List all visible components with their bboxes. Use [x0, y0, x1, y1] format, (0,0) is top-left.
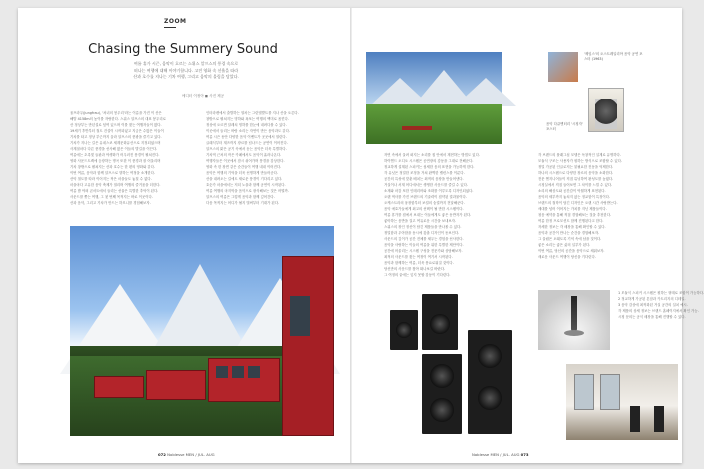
- text-line: 각 유닛은 정밀한 조정을 거쳐 완벽한 밸런스를 이룬다.: [384, 171, 465, 175]
- text-line: 융프라우(Jungfrau), '처녀의 봉우리'라는 이름을 가진 이 산은: [70, 111, 162, 115]
- section-rule: [164, 27, 176, 28]
- train-car: [146, 370, 206, 400]
- text-line: 사운드의 깊이가 공간 전체를 채우는 경험을 선사한다.: [384, 237, 464, 241]
- section-tag: ZOOM: [164, 18, 187, 25]
- poster-caption: '제임스'의 오스트레일리아 음악 공연 포스터 (1963): [584, 52, 643, 61]
- train-car: [208, 358, 280, 402]
- text-line: 영화 속 한 장면 같은 순간들이 여행 내내 이어진다.: [206, 165, 282, 169]
- text-line: 음악 애호가들에게 최고의 선택이 될 만한 시스템이다.: [384, 207, 464, 211]
- text-line: 산악 철도를 따라 이어지는 작은 마을들도 놓칠 수 없다.: [70, 177, 152, 181]
- left-footer: [158, 452, 215, 457]
- text-line: 각 브랜드의 플래그십 모델은 독창적인 설계로 유명하다.: [538, 153, 621, 157]
- text-line: 음악을 사랑하는 이들의 여름을 위한 특별한 제안이다.: [384, 243, 464, 247]
- room-speaker: [630, 406, 640, 432]
- subtitle-line: 떠나는 여행에 대해 이야기합니다. 고전 영화 속 선율을 따라: [133, 67, 239, 73]
- train-car-near: [282, 256, 334, 436]
- text-line: 자세한 정보는 각 매장을 통해 확인할 수 있다.: [538, 225, 606, 229]
- text-line: 알프스의 맑은 공기 속에서 듣는 음악은 더욱 특별하다.: [206, 147, 287, 151]
- text-line: 오랜 역사를 가진 브랜드의 기술력이 집약된 결과물이다.: [384, 195, 467, 199]
- text-line: 정교하게 설계된 스피커는 섬세한 음의 표현을 가능하게 한다.: [384, 165, 475, 169]
- text-line: 거실이나 서재 어디에서든 생생한 사운드를 즐길 수 있다.: [384, 183, 468, 187]
- text-line: 기차를 타고 정상 부근까지 올라 알프스의 풍광을 즐기고 있다.: [70, 135, 162, 139]
- text-line: 최적의 사운드를 찾는 여정이 여기서 시작된다.: [384, 255, 453, 259]
- red-train: [402, 126, 432, 130]
- room-window: [600, 374, 620, 410]
- text-line: 청음 예약을 통해 직접 경험해보는 것을 추천한다.: [538, 213, 612, 217]
- left-page-number: 072: [158, 452, 166, 457]
- living-room-photo: [566, 364, 678, 440]
- speaker-module: [422, 354, 462, 434]
- movie-poster-photo: [548, 52, 578, 82]
- text-line: 음악과 함께하는 여름, 더욱 풍요로워질 것이다.: [384, 261, 454, 265]
- text-line: 소재와 마감 또한 인테리어와 조화를 이루도록 디자인되었다.: [384, 189, 474, 193]
- text-line: 기차 창밖으로 펼쳐지는 산과 호수는 한 편의 영화와 같다.: [70, 165, 156, 169]
- text-line: 소리의 해상도와 공간감이 탁월하게 표현된다.: [538, 189, 606, 193]
- text-line: 정밀 가공된 인클로저는 불필요한 진동을 억제한다.: [538, 165, 614, 169]
- left-magazine-name: Noblesse MEN / JUL. AUG: [167, 452, 215, 457]
- article-headline: Chasing the Summery Sound: [88, 42, 278, 57]
- text-line: 창밖으로 펼쳐지는 빙하와 폭포는 여행의 백미로 꼽힌다.: [206, 117, 289, 121]
- text-line: 기차가 지나는 길은 유네스코 세계문화유산으로 지정되었으며: [70, 141, 161, 145]
- portrait-caption: 음악 다큐멘터리 '시청자' 포스터: [546, 122, 583, 131]
- text-line: 하이엔드 오디오 시스템은 공연장의 감동을 그대로 전해준다.: [384, 159, 474, 163]
- text-line: 이번 여름, 당신의 공간을 음악으로 채워보자.: [538, 249, 605, 253]
- text-line: 오케스트라의 웅장함부터 보컬의 숨결까지 전달해준다.: [384, 201, 465, 205]
- text-line: 이번 여름, 음악과 함께 알프스로 향하는 여정을 소개한다.: [70, 171, 156, 175]
- text-line: 인터라켄에서 출발하는 열차는 그린델발트를 지나 산을 오른다.: [206, 111, 299, 115]
- text-line: 여름 한정 프로모션도 함께 진행된다고 한다.: [538, 219, 604, 223]
- green-meadow: [366, 104, 502, 144]
- train-car: [94, 376, 144, 398]
- tonearm-base: [564, 330, 584, 336]
- magazine-spread: [18, 8, 704, 463]
- text-line: 정상에 오르면 알레치 빙하를 한눈에 내려다볼 수 있다.: [206, 123, 287, 127]
- text-line: 마을마다 고유한 음악 축제가 열리며 여행의 즐거움을 더한다.: [70, 183, 161, 187]
- article-byline: 에디터 이정아 ◼ 사진 제공: [181, 94, 225, 98]
- room-window: [574, 374, 594, 410]
- right-page-number: 073: [520, 452, 529, 457]
- speaker-module: [422, 294, 458, 350]
- text-line: 여행자들은 이곳에서 잠시 쉬어가며 풍경을 감상한다.: [206, 159, 285, 163]
- text-line: 다음 목적지는 어디가 될지 벌써부터 기대가 된다.: [206, 201, 280, 205]
- text-line: 당신만의 사운드를 찾아 떠나보길 바란다.: [384, 267, 446, 271]
- speaker-cone: [478, 344, 502, 368]
- train-window: [216, 366, 228, 378]
- body-column-left-b: [206, 110, 334, 210]
- text-line: 이곳에서 들리는 바람 소리는 자연이 만든 음악과도 같다.: [206, 129, 290, 133]
- text-line: 시청 문의는 공식 매장을 통해 진행할 수 있다.: [618, 315, 686, 319]
- alpine-photo: [366, 52, 502, 144]
- text-line: 정밀함과 우아함을 동시에 갖춘 디자인이 돋보인다.: [384, 231, 460, 235]
- text-line: 19세기 후반부터 철도 건설이 시작되었고 지금은 수많은 이들이: [70, 129, 164, 133]
- article-subtitle: [96, 61, 276, 81]
- speaker-module: [468, 330, 512, 434]
- text-line: 브랜드의 철학이 담긴 디자인은 오랜 시간 사랑받는다.: [538, 201, 618, 205]
- subtitle-line: 산과 호수를 지나는 기차 여행, 그리고 음악의 울림을 담았다.: [133, 74, 239, 79]
- tonearm-detail-photo: [538, 290, 610, 350]
- body-column-right-b: [538, 152, 674, 262]
- speaker-module: [390, 310, 418, 350]
- train-window: [232, 366, 244, 378]
- speaker-cone: [430, 398, 454, 422]
- page-gutter: [350, 8, 352, 463]
- text-line: 해발 4158m의 높이를 자랑한다. 스위스 알프스의 대표 봉우리로: [70, 117, 166, 121]
- text-line: 음악과 공간이 만나는 순간을 경험해보자.: [538, 231, 600, 235]
- text-line: 산 정상부는 만년설로 덮여 있으며 이를 찾는 여행자들이 많다.: [70, 123, 162, 127]
- text-line: 2 정교하게 가공된 톤암과 카트리지의 디테일.: [618, 297, 686, 301]
- portrait-figure: [595, 99, 617, 129]
- portrait-poster-photo: [588, 88, 624, 132]
- text-line: 산을 내려오는 길에도 새로운 풍경이 기다리고 있다.: [206, 177, 283, 181]
- text-line: 모듈식 구조는 사용자가 원하는 방식으로 조합할 수 있다.: [538, 159, 622, 163]
- text-line: 각 제품의 상세 정보는 브랜드 홈페이지에서 확인 가능.: [618, 309, 699, 313]
- text-line: 3 음악 감상에 최적화된 거실 공간의 설치 예시.: [618, 303, 688, 307]
- text-line: 스위스의 장인 정신이 담긴 제품들을 만나볼 수 있다.: [384, 225, 462, 229]
- speaker-cone: [396, 322, 412, 338]
- tonearm-needle: [571, 296, 577, 332]
- text-line: 새로운 사운드 여행이 당신을 기다린다.: [538, 255, 596, 259]
- text-line: 클래식부터 재즈까지 장르를 넘나드는 공연이 이어진다.: [206, 141, 288, 145]
- text-line: 사운드를 쫓는 여행, 그 첫 번째 목적지는 바로 이곳이다.: [70, 195, 153, 199]
- text-line: 전문 엔지니어들이 직접 튜닝하여 완성도를 높였다.: [538, 177, 614, 181]
- text-line: 산과 음악, 그리고 기차가 만드는 하모니를 경험해보자.: [70, 201, 151, 205]
- text-line: 공간에 어울리는 시스템 구성을 전문가와 상담해보자.: [384, 249, 463, 253]
- text-line: 여름에는 초록빛 들판과 야생화가 어우러진 풍경이 펼쳐진다.: [70, 153, 160, 157]
- train-photo: [70, 226, 334, 436]
- text-line: 자연 속에서 울려 퍼지는 소리를 집 안에서 재현하는 방법도 있다.: [384, 153, 480, 157]
- text-line: 좋은 소리는 좋은 삶의 일부가 된다.: [538, 243, 591, 247]
- train-window: [290, 296, 310, 336]
- text-line: 기차역 근처의 작은 카페에서도 음악이 흘러나온다.: [206, 153, 282, 157]
- room-speaker: [654, 406, 664, 432]
- text-line: 여름 시즌 동안 다양한 음악 이벤트가 곳곳에서 열린다.: [206, 135, 287, 139]
- text-line: 공간의 특성에 맞춘 배치는 최적의 음장을 만들어낸다.: [384, 177, 464, 181]
- photo-notes: [618, 290, 704, 354]
- speaker-cone: [430, 364, 454, 388]
- text-line: 세대를 넘어 이어지는 가치를 지닌 제품들이다.: [538, 207, 607, 211]
- right-footer: [472, 452, 529, 457]
- text-line: 여름 여행의 마지막을 음악으로 장식해보는 것은 어떨까.: [206, 189, 289, 193]
- text-line: 여름 밤 야외 콘서트에서 들리는 선율은 특별한 추억이 된다.: [70, 189, 159, 193]
- text-line: 여름 휴가를 집에서 보내는 이들에게도 좋은 동반자가 된다.: [384, 213, 472, 217]
- text-line: 1 모듈식 스피커 시스템은 원하는 형태로 조합이 가능하다.: [618, 291, 704, 295]
- text-line: 영화 사운드트랙에 등장하는 명곡 또한 이 풍경과 잘 어울리며: [70, 159, 161, 163]
- text-line: 좋아하는 음반을 걸고 여유로운 시간을 보내보자.: [384, 219, 456, 223]
- snow-peak: [456, 78, 516, 106]
- subtitle-line: 여름 휴가 시즌, 음악이 흐르는 스위스 알프스의 풍경 속으로: [133, 61, 239, 66]
- speaker-cone: [430, 314, 450, 334]
- text-line: 호숫가 마을에서는 저녁 노을과 함께 공연이 시작된다.: [206, 183, 286, 187]
- speaker-system-photo: [386, 290, 520, 438]
- right-magazine-name: Noblesse MEN / JUL. AUG: [472, 452, 520, 457]
- train-window: [248, 366, 260, 378]
- text-line: 음악의 세부까지 놓치지 않는 정교함이 특징이다.: [538, 195, 610, 199]
- body-column-left-a: [70, 110, 198, 210]
- text-line: 음악은 여행의 기억을 더욱 선명하게 만들어준다.: [206, 171, 278, 175]
- speaker-cone: [478, 386, 502, 410]
- text-line: 그 울림은 오래도록 기억 속에 남을 것이다.: [538, 237, 602, 241]
- text-line: 하나의 시스템으로 다양한 장르의 음악을 소화한다.: [538, 171, 614, 175]
- body-column-right-a: [384, 152, 520, 280]
- text-line: 알프스의 여름은 그렇게 음악과 함께 깊어간다.: [206, 195, 275, 199]
- text-line: 시청실에서 직접 들어보면 그 차이를 느낄 수 있다.: [538, 183, 613, 187]
- text-line: 사계절마다 다른 풍경을 선사해 많은 이들의 발길을 이끈다.: [70, 147, 158, 151]
- text-line: 그 여정의 끝에는 잊지 못할 감동이 기다린다.: [384, 273, 451, 277]
